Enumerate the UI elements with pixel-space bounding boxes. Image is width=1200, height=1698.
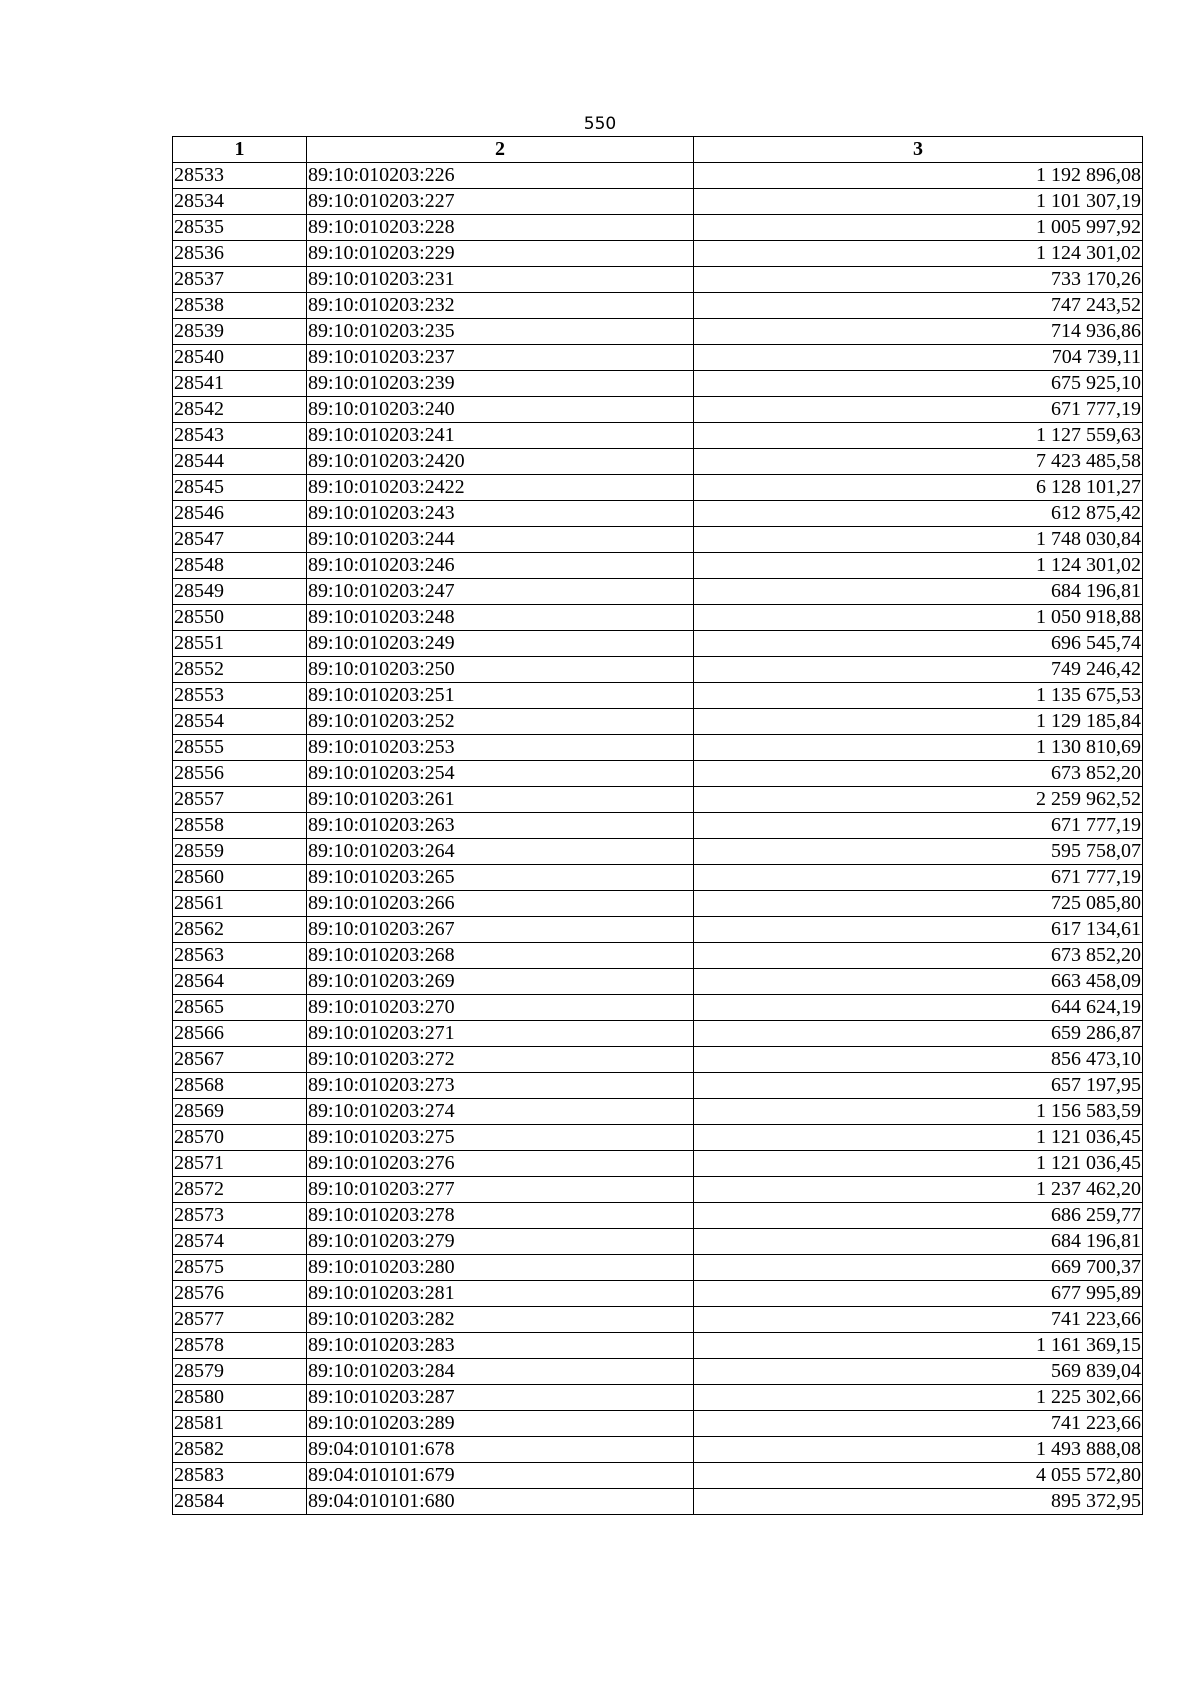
table-row <box>173 293 1143 319</box>
cadastral-value-cell: 671 777,19 <box>694 865 1143 891</box>
row-number-cell: 28538 <box>173 293 307 319</box>
cadastral-number-cell: 89:10:010203:272 <box>307 1047 694 1073</box>
cadastral-number-cell: 89:10:010203:248 <box>307 605 694 631</box>
table-body <box>173 163 1143 1515</box>
cadastral-number-cell: 89:10:010203:235 <box>307 319 694 345</box>
row-number-cell: 28560 <box>173 865 307 891</box>
row-number-cell: 28571 <box>173 1151 307 1177</box>
table-row <box>173 1307 1143 1333</box>
row-number-cell: 28545 <box>173 475 307 501</box>
cadastral-value-cell: 1 161 369,15 <box>694 1333 1143 1359</box>
cadastral-value-cell: 1 156 583,59 <box>694 1099 1143 1125</box>
cadastral-value-cell: 747 243,52 <box>694 293 1143 319</box>
row-number-cell: 28547 <box>173 527 307 553</box>
table-row <box>173 423 1143 449</box>
cadastral-number-cell: 89:10:010203:271 <box>307 1021 694 1047</box>
row-number-cell: 28574 <box>173 1229 307 1255</box>
cadastral-number-cell: 89:10:010203:279 <box>307 1229 694 1255</box>
row-number-cell: 28565 <box>173 995 307 1021</box>
table-row <box>173 215 1143 241</box>
row-number-cell: 28562 <box>173 917 307 943</box>
cadastral-value-cell: 741 223,66 <box>694 1411 1143 1437</box>
row-number-cell: 28546 <box>173 501 307 527</box>
cadastral-value-cell: 677 995,89 <box>694 1281 1143 1307</box>
table-row <box>173 1073 1143 1099</box>
cadastral-value-cell: 714 936,86 <box>694 319 1143 345</box>
cadastral-number-cell: 89:10:010203:252 <box>307 709 694 735</box>
row-number-cell: 28584 <box>173 1489 307 1515</box>
cadastral-value-cell: 741 223,66 <box>694 1307 1143 1333</box>
cadastral-value-cell: 2 259 962,52 <box>694 787 1143 813</box>
cadastral-value-cell: 595 758,07 <box>694 839 1143 865</box>
row-number-cell: 28577 <box>173 1307 307 1333</box>
cadastral-value-cell: 6 128 101,27 <box>694 475 1143 501</box>
row-number-cell: 28555 <box>173 735 307 761</box>
cadastral-number-cell: 89:10:010203:254 <box>307 761 694 787</box>
table-row <box>173 1489 1143 1515</box>
cadastral-number-cell: 89:10:010203:2420 <box>307 449 694 475</box>
row-number-cell: 28573 <box>173 1203 307 1229</box>
table-row <box>173 553 1143 579</box>
table-row <box>173 163 1143 189</box>
table-row <box>173 995 1143 1021</box>
table-row <box>173 1255 1143 1281</box>
table-row <box>173 709 1143 735</box>
cadastral-number-cell: 89:10:010203:278 <box>307 1203 694 1229</box>
table-row <box>173 241 1143 267</box>
row-number-cell: 28576 <box>173 1281 307 1307</box>
cadastral-number-cell: 89:10:010203:247 <box>307 579 694 605</box>
table-row <box>173 397 1143 423</box>
cadastral-value-cell: 671 777,19 <box>694 813 1143 839</box>
table-header-row <box>173 137 1143 163</box>
cadastral-value-cell: 569 839,04 <box>694 1359 1143 1385</box>
row-number-cell: 28572 <box>173 1177 307 1203</box>
cadastral-number-cell: 89:10:010203:287 <box>307 1385 694 1411</box>
cadastral-number-cell: 89:10:010203:269 <box>307 969 694 995</box>
table-row <box>173 917 1143 943</box>
cadastral-value-cell: 725 085,80 <box>694 891 1143 917</box>
table-row <box>173 1333 1143 1359</box>
row-number-cell: 28544 <box>173 449 307 475</box>
cadastral-number-cell: 89:10:010203:227 <box>307 189 694 215</box>
row-number-cell: 28558 <box>173 813 307 839</box>
row-number-cell: 28542 <box>173 397 307 423</box>
table-row <box>173 969 1143 995</box>
table-row <box>173 1411 1143 1437</box>
table-row <box>173 1437 1143 1463</box>
row-number-cell: 28541 <box>173 371 307 397</box>
table-row <box>173 501 1143 527</box>
cadastral-number-cell: 89:10:010203:273 <box>307 1073 694 1099</box>
table-row <box>173 1385 1143 1411</box>
cadastral-number-cell: 89:04:010101:679 <box>307 1463 694 1489</box>
cadastral-number-cell: 89:04:010101:680 <box>307 1489 694 1515</box>
row-number-cell: 28570 <box>173 1125 307 1151</box>
cadastral-number-cell: 89:10:010203:275 <box>307 1125 694 1151</box>
cadastral-value-cell: 1 121 036,45 <box>694 1151 1143 1177</box>
row-number-cell: 28582 <box>173 1437 307 1463</box>
table-row <box>173 683 1143 709</box>
table-row <box>173 1463 1143 1489</box>
cadastral-value-cell: 1 101 307,19 <box>694 189 1143 215</box>
cadastral-number-cell: 89:10:010203:277 <box>307 1177 694 1203</box>
cadastral-value-cell: 704 739,11 <box>694 345 1143 371</box>
cadastral-number-cell: 89:10:010203:240 <box>307 397 694 423</box>
cadastral-value-cell: 663 458,09 <box>694 969 1143 995</box>
cadastral-value-cell: 669 700,37 <box>694 1255 1143 1281</box>
table-row <box>173 1099 1143 1125</box>
cadastral-value-cell: 673 852,20 <box>694 943 1143 969</box>
cadastral-number-cell: 89:10:010203:264 <box>307 839 694 865</box>
cadastral-number-cell: 89:10:010203:244 <box>307 527 694 553</box>
column-header-2: 2 <box>307 137 694 163</box>
row-number-cell: 28534 <box>173 189 307 215</box>
cadastral-value-cell: 675 925,10 <box>694 371 1143 397</box>
table-row <box>173 345 1143 371</box>
cadastral-value-cell: 612 875,42 <box>694 501 1143 527</box>
cadastral-number-cell: 89:10:010203:261 <box>307 787 694 813</box>
row-number-cell: 28549 <box>173 579 307 605</box>
cadastral-number-cell: 89:10:010203:284 <box>307 1359 694 1385</box>
cadastral-number-cell: 89:10:010203:246 <box>307 553 694 579</box>
table-row <box>173 891 1143 917</box>
table-row <box>173 865 1143 891</box>
row-number-cell: 28564 <box>173 969 307 995</box>
cadastral-number-cell: 89:10:010203:263 <box>307 813 694 839</box>
cadastral-number-cell: 89:10:010203:228 <box>307 215 694 241</box>
cadastral-value-cell: 1 121 036,45 <box>694 1125 1143 1151</box>
cadastral-number-cell: 89:10:010203:283 <box>307 1333 694 1359</box>
row-number-cell: 28556 <box>173 761 307 787</box>
table-row <box>173 657 1143 683</box>
cadastral-value-cell: 1 493 888,08 <box>694 1437 1143 1463</box>
cadastral-value-cell: 617 134,61 <box>694 917 1143 943</box>
cadastral-value-cell: 856 473,10 <box>694 1047 1143 1073</box>
cadastral-value-cell: 749 246,42 <box>694 657 1143 683</box>
row-number-cell: 28535 <box>173 215 307 241</box>
table-row <box>173 1281 1143 1307</box>
cadastral-value-cell: 684 196,81 <box>694 579 1143 605</box>
row-number-cell: 28533 <box>173 163 307 189</box>
cadastral-number-cell: 89:10:010203:237 <box>307 345 694 371</box>
row-number-cell: 28559 <box>173 839 307 865</box>
cadastral-number-cell: 89:10:010203:226 <box>307 163 694 189</box>
cadastral-number-cell: 89:10:010203:249 <box>307 631 694 657</box>
row-number-cell: 28548 <box>173 553 307 579</box>
table-row <box>173 1203 1143 1229</box>
cadastral-value-cell: 1 192 896,08 <box>694 163 1143 189</box>
row-number-cell: 28540 <box>173 345 307 371</box>
cadastral-number-cell: 89:10:010203:2422 <box>307 475 694 501</box>
cadastral-value-cell: 1 135 675,53 <box>694 683 1143 709</box>
cadastral-number-cell: 89:10:010203:281 <box>307 1281 694 1307</box>
cadastral-number-cell: 89:10:010203:229 <box>307 241 694 267</box>
row-number-cell: 28553 <box>173 683 307 709</box>
row-number-cell: 28580 <box>173 1385 307 1411</box>
cadastral-number-cell: 89:10:010203:282 <box>307 1307 694 1333</box>
table-row <box>173 189 1143 215</box>
cadastral-value-cell: 644 624,19 <box>694 995 1143 1021</box>
cadastral-number-cell: 89:10:010203:253 <box>307 735 694 761</box>
row-number-cell: 28566 <box>173 1021 307 1047</box>
table-row <box>173 267 1143 293</box>
table-row <box>173 1021 1143 1047</box>
page-number: 550 <box>583 114 617 134</box>
table-row <box>173 787 1143 813</box>
cadastral-number-cell: 89:10:010203:239 <box>307 371 694 397</box>
table-row <box>173 1151 1143 1177</box>
row-number-cell: 28563 <box>173 943 307 969</box>
row-number-cell: 28552 <box>173 657 307 683</box>
cadastral-number-cell: 89:10:010203:266 <box>307 891 694 917</box>
table-row <box>173 1359 1143 1385</box>
table-row <box>173 631 1143 657</box>
cadastral-number-cell: 89:10:010203:250 <box>307 657 694 683</box>
table-row <box>173 1125 1143 1151</box>
row-number-cell: 28568 <box>173 1073 307 1099</box>
table-row <box>173 371 1143 397</box>
cadastral-value-cell: 657 197,95 <box>694 1073 1143 1099</box>
row-number-cell: 28581 <box>173 1411 307 1437</box>
table-row <box>173 319 1143 345</box>
cadastral-value-cell: 684 196,81 <box>694 1229 1143 1255</box>
cadastral-number-cell: 89:10:010203:268 <box>307 943 694 969</box>
row-number-cell: 28567 <box>173 1047 307 1073</box>
row-number-cell: 28575 <box>173 1255 307 1281</box>
cadastral-value-cell: 659 286,87 <box>694 1021 1143 1047</box>
row-number-cell: 28583 <box>173 1463 307 1489</box>
cadastral-value-cell: 673 852,20 <box>694 761 1143 787</box>
cadastral-value-cell: 1 237 462,20 <box>694 1177 1143 1203</box>
cadastral-value-cell: 1 748 030,84 <box>694 527 1143 553</box>
cadastral-value-cell: 1 050 918,88 <box>694 605 1143 631</box>
table-row <box>173 449 1143 475</box>
table-row <box>173 735 1143 761</box>
cadastral-number-cell: 89:10:010203:243 <box>307 501 694 527</box>
row-number-cell: 28539 <box>173 319 307 345</box>
cadastral-value-cell: 895 372,95 <box>694 1489 1143 1515</box>
cadastral-value-cell: 4 055 572,80 <box>694 1463 1143 1489</box>
row-number-cell: 28554 <box>173 709 307 735</box>
row-number-cell: 28536 <box>173 241 307 267</box>
cadastral-number-cell: 89:04:010101:678 <box>307 1437 694 1463</box>
row-number-cell: 28550 <box>173 605 307 631</box>
row-number-cell: 28578 <box>173 1333 307 1359</box>
table-row <box>173 579 1143 605</box>
column-header-1: 1 <box>173 137 307 163</box>
cadastral-number-cell: 89:10:010203:251 <box>307 683 694 709</box>
row-number-cell: 28537 <box>173 267 307 293</box>
cadastral-value-cell: 1 129 185,84 <box>694 709 1143 735</box>
table-row <box>173 475 1143 501</box>
cadastral-number-cell: 89:10:010203:241 <box>307 423 694 449</box>
cadastral-value-cell: 1 127 559,63 <box>694 423 1143 449</box>
table-row <box>173 1177 1143 1203</box>
cadastral-value-cell: 1 124 301,02 <box>694 553 1143 579</box>
table-row <box>173 761 1143 787</box>
cadastral-value-cell: 733 170,26 <box>694 267 1143 293</box>
table-row <box>173 527 1143 553</box>
row-number-cell: 28569 <box>173 1099 307 1125</box>
cadastral-value-cell: 686 259,77 <box>694 1203 1143 1229</box>
cadastral-value-cell: 696 545,74 <box>694 631 1143 657</box>
cadastral-number-cell: 89:10:010203:265 <box>307 865 694 891</box>
column-header-3: 3 <box>694 137 1143 163</box>
cadastral-value-cell: 1 130 810,69 <box>694 735 1143 761</box>
cadastral-number-cell: 89:10:010203:280 <box>307 1255 694 1281</box>
cadastral-value-cell: 1 124 301,02 <box>694 241 1143 267</box>
cadastral-number-cell: 89:10:010203:276 <box>307 1151 694 1177</box>
cadastral-number-cell: 89:10:010203:267 <box>307 917 694 943</box>
cadastral-value-cell: 1 225 302,66 <box>694 1385 1143 1411</box>
table-row <box>173 1229 1143 1255</box>
cadastral-number-cell: 89:10:010203:270 <box>307 995 694 1021</box>
cadastral-value-cell: 7 423 485,58 <box>694 449 1143 475</box>
row-number-cell: 28561 <box>173 891 307 917</box>
cadastral-number-cell: 89:10:010203:232 <box>307 293 694 319</box>
cadastral-value-cell: 671 777,19 <box>694 397 1143 423</box>
cadastral-number-cell: 89:10:010203:289 <box>307 1411 694 1437</box>
row-number-cell: 28543 <box>173 423 307 449</box>
row-number-cell: 28557 <box>173 787 307 813</box>
table-row <box>173 1047 1143 1073</box>
cadastral-number-cell: 89:10:010203:231 <box>307 267 694 293</box>
row-number-cell: 28579 <box>173 1359 307 1385</box>
row-number-cell: 28551 <box>173 631 307 657</box>
cadastral-value-cell: 1 005 997,92 <box>694 215 1143 241</box>
table-row <box>173 943 1143 969</box>
table-row <box>173 605 1143 631</box>
data-table <box>172 136 1143 1515</box>
cadastral-number-cell: 89:10:010203:274 <box>307 1099 694 1125</box>
table-row <box>173 839 1143 865</box>
table-row <box>173 813 1143 839</box>
